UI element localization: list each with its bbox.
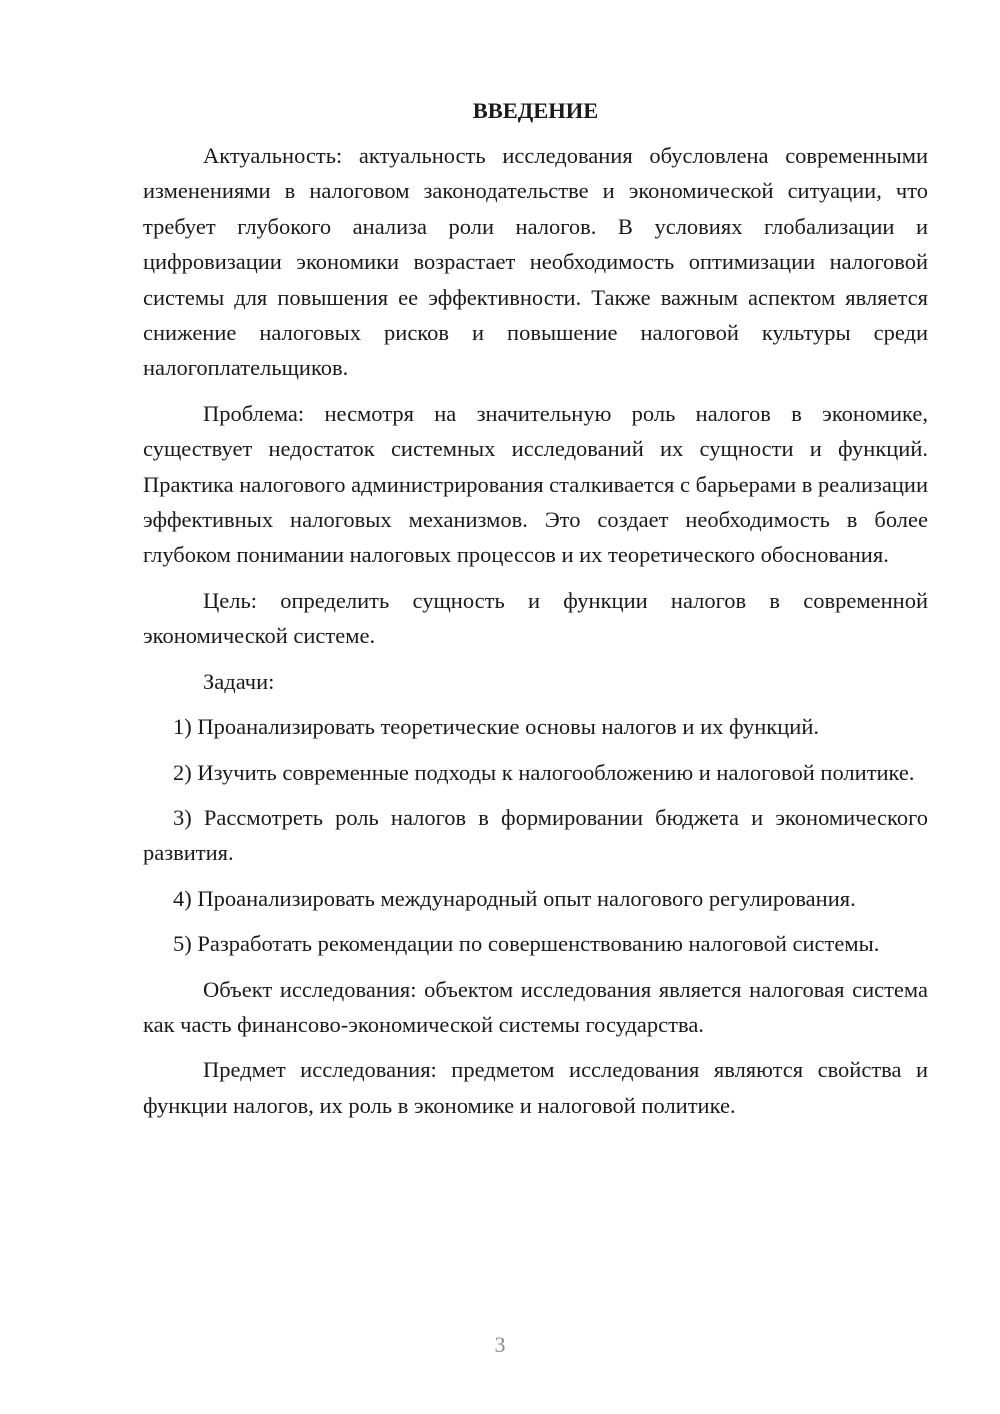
task-item-4: 4) Проанализировать международный опыт налогового регулирования. — [173, 885, 856, 911]
goal-paragraph: Цель: определить сущность и функции налогов в современной экономической системе. — [143, 587, 928, 649]
object-paragraph: Объект исследования: объектом исследования является налоговая система как часть финансово-экономической системы государства. — [143, 976, 928, 1037]
task-item-1: 1) Проанализировать теоретические основы налогов и их функций. — [173, 714, 819, 740]
subject-paragraph: Предмет исследования: предметом исследования являются свойства и функции налогов, их роль в экономике и налоговой политике. — [143, 1057, 928, 1118]
page-number: 3 — [494, 1332, 506, 1357]
section-title: ВВЕДЕНИЕ — [472, 98, 599, 123]
task-item-3: 3) Рассмотреть роль налогов в формировании бюджета и экономического развития. — [143, 804, 928, 866]
task-item-5: 5) Разработать рекомендации по совершенствованию налоговой системы. — [173, 931, 880, 957]
relevance-paragraph: Актуальность: актуальность исследования обусловлена современными изменениями в налоговом законодательстве и экономической ситуации, что требует глубокого анализа роли налогов. В условиях глобализации и цифровизации экономики возрастает необходимость оптимизации налоговой системы для повышения ее эффективности. Также важным аспектом является снижение налоговых рисков и повышение налоговой культуры среди налогоплательщиков. — [143, 143, 928, 381]
document-page — [143, 94, 928, 1133]
problem-paragraph: Проблема: несмотря на значительную роль налогов в экономике, существует недостаток системных исследований их сущности и функций. Практика налогового администрирования сталкивается с барьерами в реализации эффективных налоговых механизмов. Это создает необходимость в более глубоком понимании налоговых процессов и их теоретического обоснования. — [143, 400, 928, 568]
tasks-heading: Задачи: — [203, 668, 275, 694]
task-item-2: 2) Изучить современные подходы к налогообложению и налоговой политике. — [173, 759, 915, 785]
